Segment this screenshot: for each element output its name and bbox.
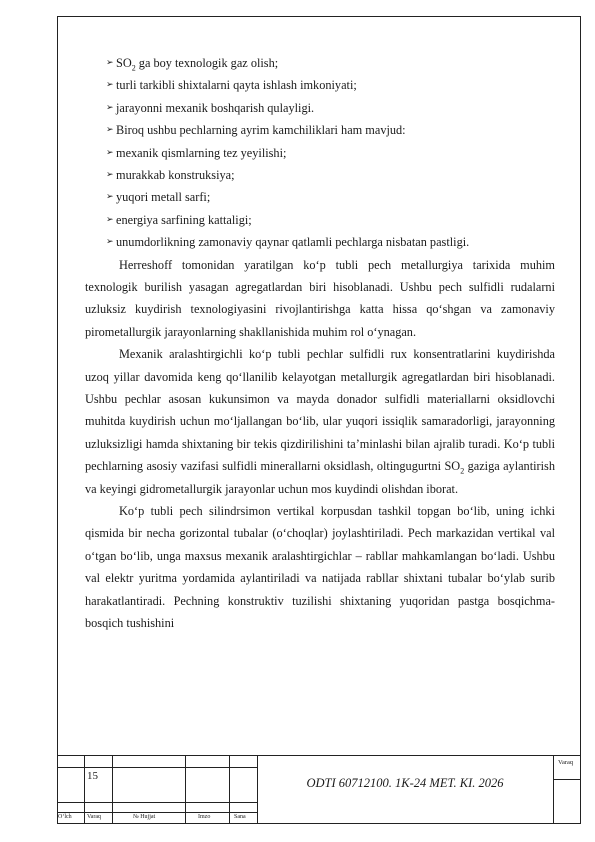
list-item: ➢ Biroq ushbu pechlarning ayrim kamchiliklari ham mavjud: <box>85 119 555 141</box>
divider <box>57 755 581 756</box>
divider <box>553 779 581 780</box>
col-imzo-label: Imzo <box>198 814 211 820</box>
divider <box>553 755 554 824</box>
divider <box>57 812 257 813</box>
paragraph-herreshoff: Herreshoff tomonidan yaratilgan ko‘p tubli pech metallurgiya tarixida muhim texnologik burilish yasagan agregatlardan biri hisoblanadi. Ushbu pech sulfidli rudalarni uzluksiz kuydirish texnologiyasini rivojlantirishga katta hissa qo‘shgan va zamonaviy pirometallurgik jarayonlarning shakllanishida muhim rol o‘ynagan. <box>85 257 555 339</box>
paragraph-mechanical-pechlar: Mexanik aralashtirgichli ko‘p tubli pechlar sulfidli rux konsentratlarini kuydirishda uzoq yillar davomida keng qo‘llanilib kelayotgan metallurgik agregatlardan biri hisoblanadi. Ushbu pechlar asosan kukunsimon va mayda donador sulfidli materiallarni oksidlovchi muhitda kuydirish uchun mo‘ljallangan bo‘lib, ular yuqori issiqlik samaradorligi, jarayonning uzluksizligi hamda shixtaning bir tekis qizdirilishini ta’minlashi bilan ajralib turadi. Ko‘p tubli pechlarning asosiy vazifasi sulfidli minerallarni oksidlash, oltingugurtni $SO_2$ gaziga aylantirish va keyingi gidrometallurgik jarayonlar uchun mos kuydindi olishdan iborat. <box>85 347 555 496</box>
bullet-list <box>85 52 555 254</box>
list-item: ➢ murakkab konstruksiya; <box>85 164 555 186</box>
col-olch-label: O‘lch <box>58 814 72 820</box>
divider <box>57 802 257 803</box>
col-sana-label: Sana <box>234 814 246 820</box>
arrow-bullet-icon: ➢ <box>106 147 114 158</box>
arrow-bullet-icon: ➢ <box>106 125 114 136</box>
list-item: ➢ jarayonni mexanik boshqarish qulayligi. <box>85 97 555 119</box>
arrow-bullet-icon: ➢ <box>106 192 114 203</box>
divider <box>185 755 186 824</box>
list-item: ➢ turli tarkibli shixtalarni qayta ishlash imkoniyati; <box>85 74 555 96</box>
arrow-bullet-icon: ➢ <box>106 80 114 91</box>
col-varaq-label: Varaq <box>87 814 101 820</box>
title-block <box>57 755 581 824</box>
document-code: ODTI 60712100. 1K-24 MET. KI. 2026 <box>306 776 504 790</box>
divider <box>112 755 113 824</box>
document-body <box>85 52 555 634</box>
list-item: ➢ $SO_2$ ga boy texnologik gaz olish; <box>85 52 555 74</box>
sheet-label: Varaq <box>558 759 574 766</box>
arrow-bullet-icon: ➢ <box>106 237 114 248</box>
divider <box>229 755 230 824</box>
arrow-bullet-icon: ➢ <box>106 214 114 225</box>
arrow-bullet-icon: ➢ <box>106 58 114 68</box>
list-item: ➢ unumdorlikning zamonaviy qaynar qatlamli pechlarga nisbatan pastligi. <box>85 231 555 253</box>
paragraph-construction: Ko‘p tubli pech silindrsimon vertikal korpusdan tashkil topgan bo‘lib, uning ichki qismida bir necha gorizontal tubalar (o‘choqlar) joylashtiriladi. Pech markazidan vertikal val o‘tgan bo‘lib, unga maxsus mexanik aralashtirgichlar – rabllar mahkamlangan bo‘ladi. Ushbu val elektr yuritma yordamida aylantiriladi va natijada rabllar shixtani tubalar bo‘ylab surib harakatlantiradi. Pechning konstruktiv tuzilishi shixtaning yuqoridan pastga bosqichma-bosqich tushishini <box>85 503 555 631</box>
list-item: ➢ energiya sarfining kattaligi; <box>85 209 555 231</box>
arrow-bullet-icon: ➢ <box>106 102 114 113</box>
divider <box>57 767 257 768</box>
arrow-bullet-icon: ➢ <box>106 169 114 180</box>
col-hujjat-label: № Hujjat <box>133 814 156 820</box>
divider <box>84 755 85 824</box>
sheet-number-cell: 15 <box>87 770 98 782</box>
list-item: ➢ yuqori metall sarfi; <box>85 186 555 208</box>
list-item: ➢ mexanik qismlarning tez yeyilishi; <box>85 142 555 164</box>
